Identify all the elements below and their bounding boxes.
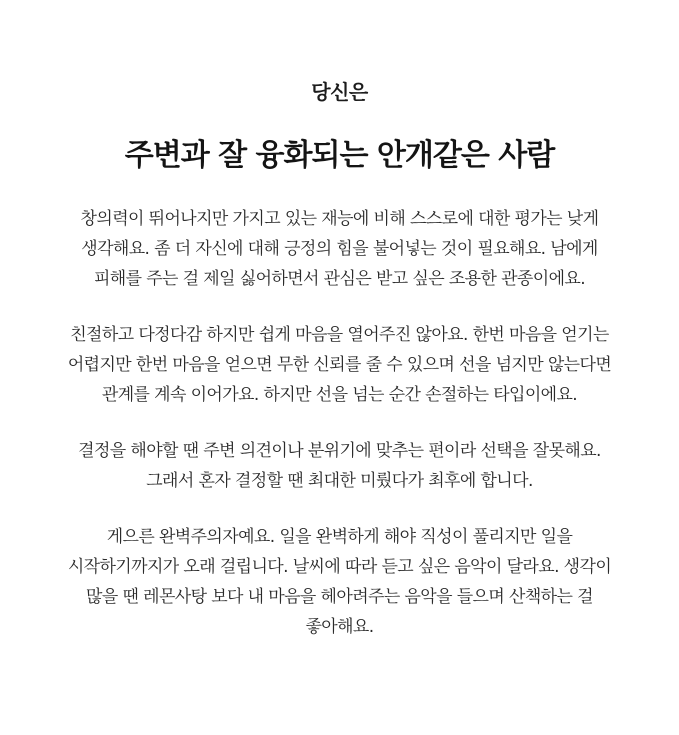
description-line: 친절하고 다정다감 하지만 쉽게 마음을 열어주진 않아요. 한번 마음을 얻기는 [70,325,609,345]
description-paragraph [15,204,665,294]
result-title: 주변과 잘 융화되는 안개같은 사람 [124,138,555,173]
description-line: 생각해요. 좀 더 자신에 대해 긍정의 힘을 불어넣는 것이 필요해요. 남에게 [81,239,598,259]
description-line: 그래서 혼자 결정할 땐 최대한 미뤘다가 최후에 합니다. [146,471,533,491]
description-line: 시작하기까지가 오래 걸립니다. 날씨에 따라 듣고 싶은 음악이 달라요. 생각이 [67,557,612,577]
description-line: 창의력이 뛰어나지만 가지고 있는 재능에 비해 스스로에 대한 평가는 낮게 [80,209,599,229]
description-line: 많을 땐 레몬사탕 보다 내 마음을 헤아려주는 음악을 들으며 산책하는 걸 [86,587,593,607]
description-paragraph [15,522,665,642]
description-line: 결정을 해야할 땐 주변 의견이나 분위기에 맞추는 편이라 선택을 잘못해요. [78,441,601,461]
description-line: 피해를 주는 걸 제일 싫어하면서 관심은 받고 싶은 조용한 관종이에요. [93,269,586,289]
description-body [0,204,679,642]
description-paragraph [15,436,665,496]
result-kicker: 당신은 [311,80,368,104]
description-paragraph [15,320,665,410]
description-line: 어렵지만 한번 마음을 얻으면 무한 신뢰를 줄 수 있으며 선을 넘지만 않는다면 [67,355,612,375]
description-line: 관계를 계속 이어가요. 하지만 선을 넘는 순간 손절하는 타입이에요. [101,385,578,405]
description-line: 게으른 완벽주의자예요. 일을 완벽하게 해야 직성이 풀리지만 일을 [106,527,573,547]
description-line: 좋아해요. [305,617,374,637]
